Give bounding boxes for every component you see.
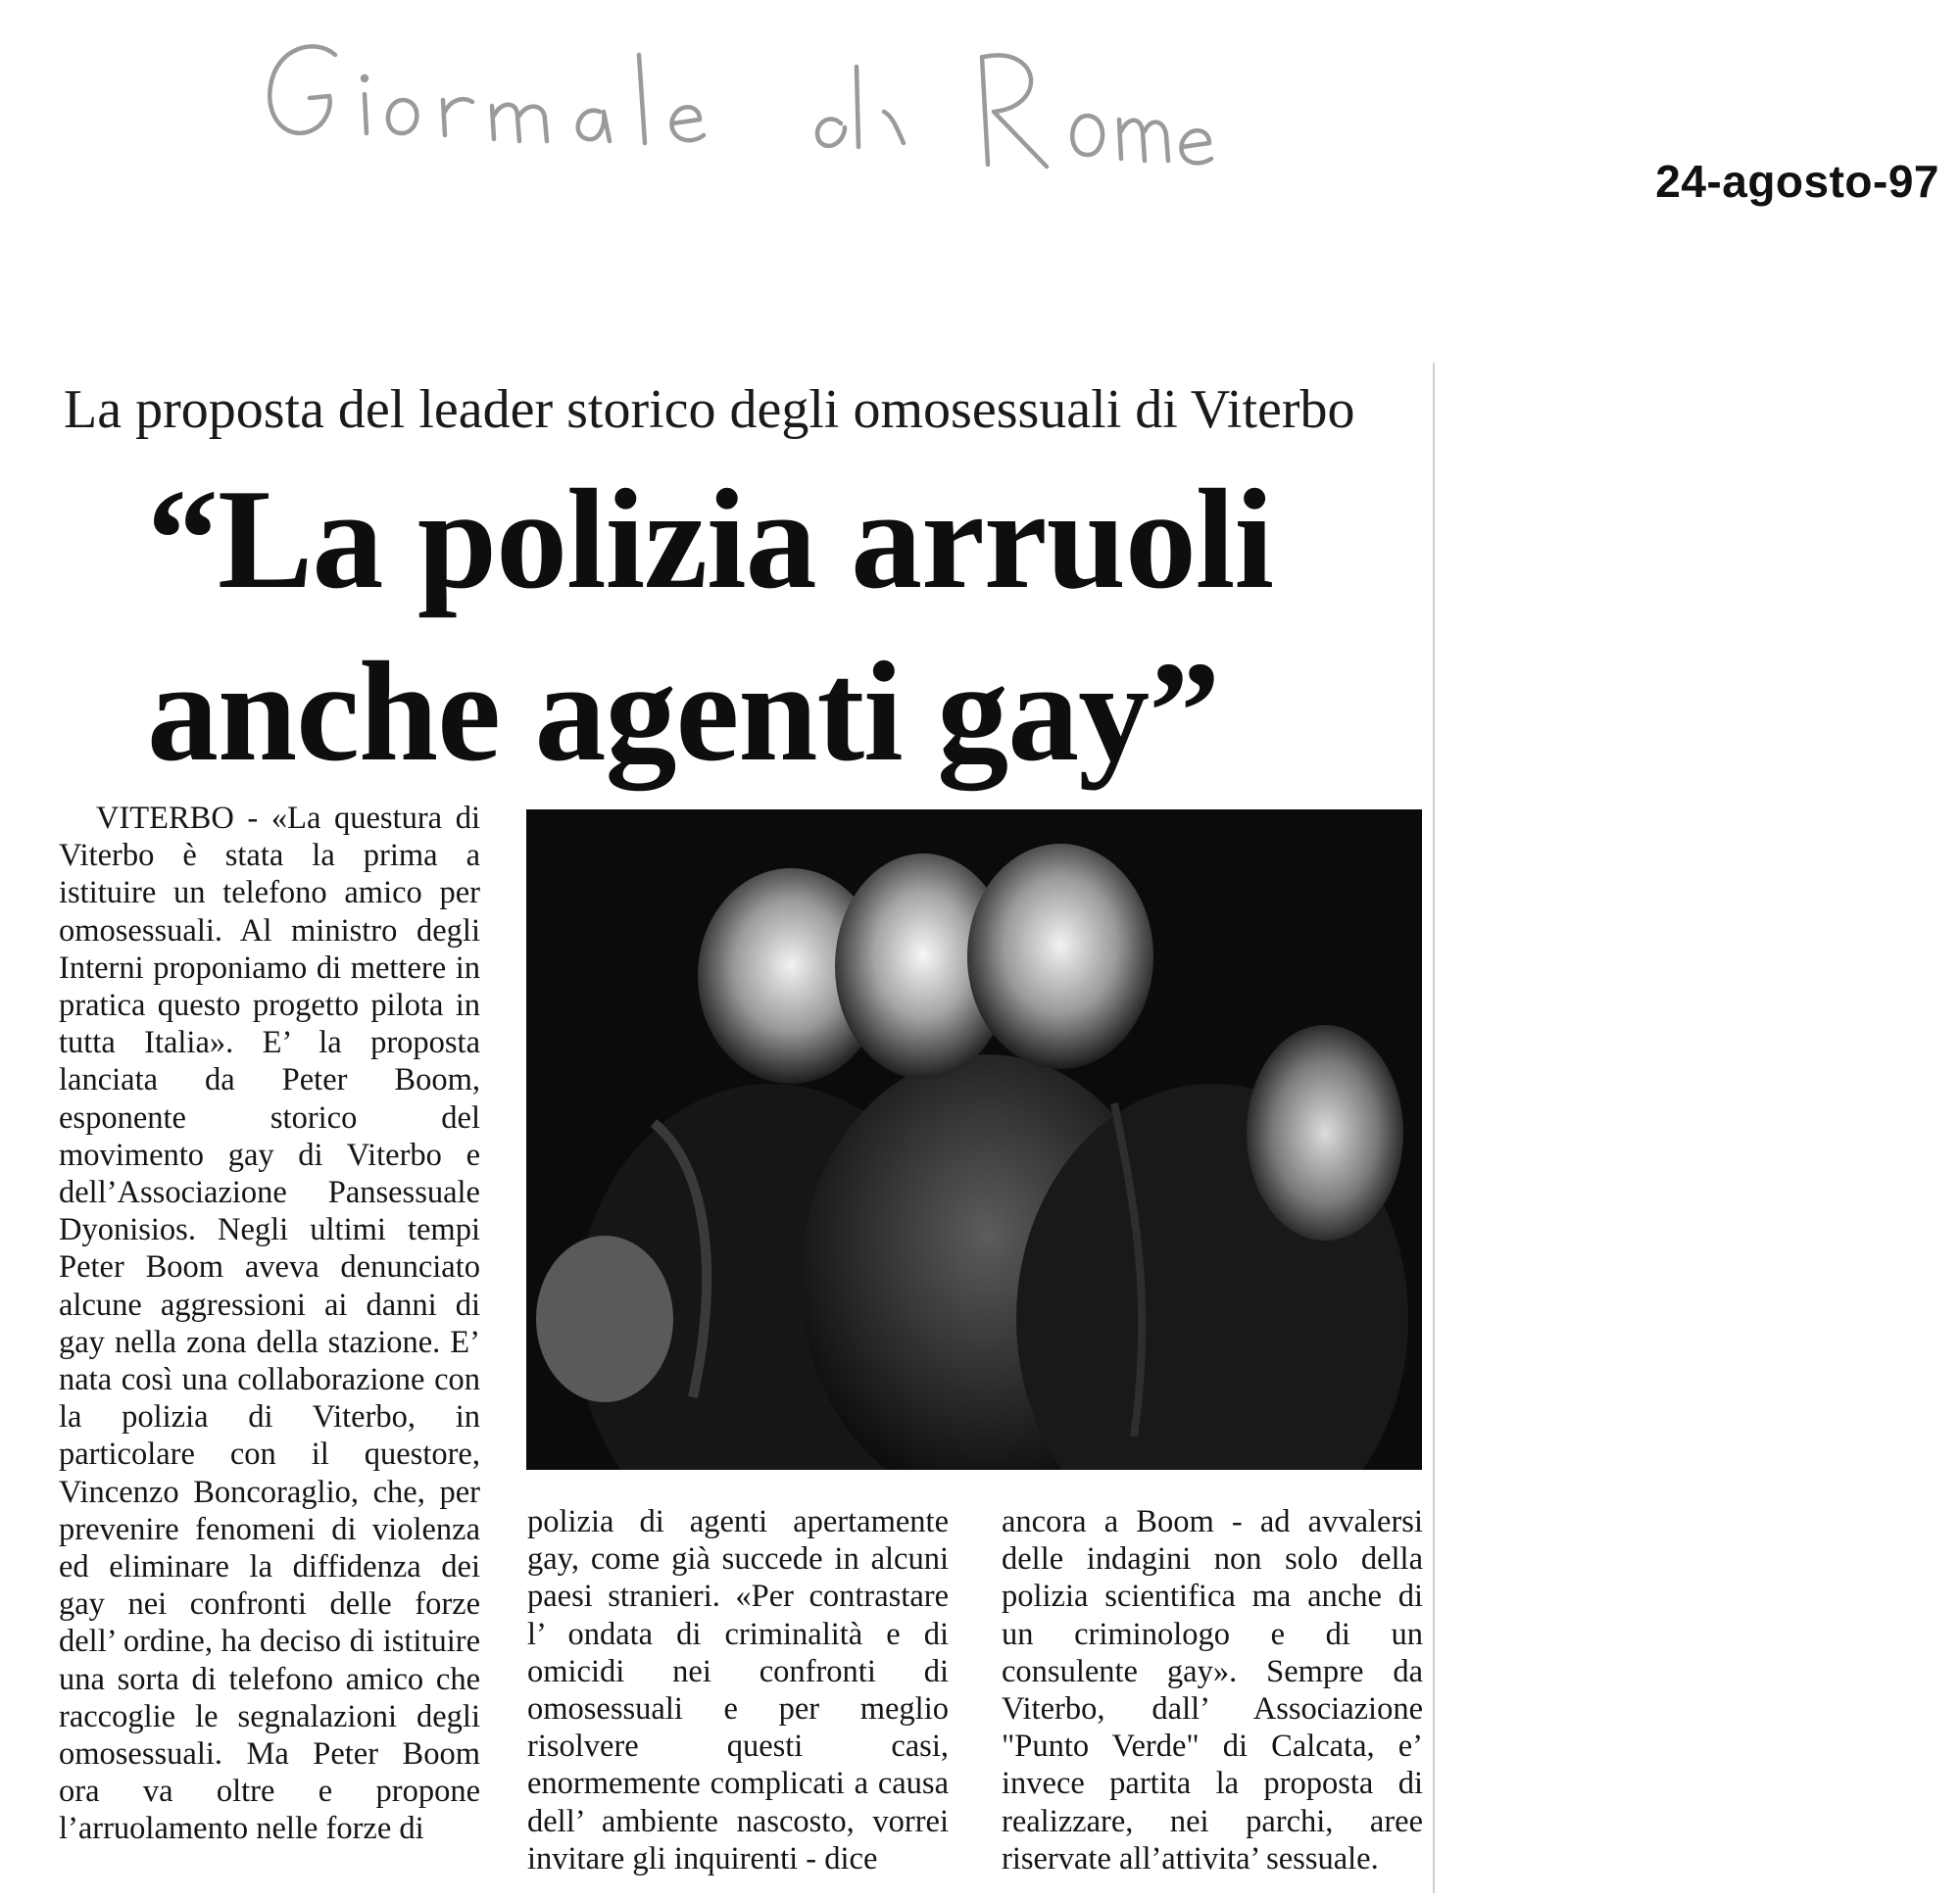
article-column-2: polizia di agenti apertamente gay, come già succede in alcuni paesi stranieri. «Per contrastare l’ ondata di criminalità e di omicidi nei confronti di omosessuali e per meglio risolvere questi casi, enormemente complicati a causa dell’ ambiente nascosto, vorrei invitare gli inquirenti - dice [527,1504,949,1877]
article-column-3: ancora a Boom - ad avvalersi delle indagini non solo della polizia scientifica ma anche di un criminologo e di un consulente gay». Sempre da Viterbo, dall’ Associazione "Punto Verde" di Calcata, e’ invece partita la proposta di realizzare, nei parchi, aree riservate all’attivita’ sessuale. [1002,1504,1423,1877]
headline-line-1: “La polizia arruoli [147,460,1273,618]
headline-line-2: anche agenti gay” [147,632,1220,791]
newspaper-clipping [49,363,1435,1893]
clipping-date: 24-agosto-97 [1655,156,1939,207]
article-kicker: La proposta del leader storico degli omosessuali di Viterbo [64,379,1355,440]
article-photo [526,809,1422,1470]
article-headline [147,453,1382,798]
article-column-1: VITERBO - «La questura di Viterbo è stata la prima a istituire un telefono amico per omosessuali. Al ministro degli Interni proponiamo di mettere in pratica questo progetto pilota in tutta Italia». E’ la proposta lanciata da Peter Boom, esponente storico del movimento gay di Viterbo e dell’Associazione Pansessuale Dyonisios. Negli ultimi tempi Peter Boom aveva denunciato alcune aggressioni ai danni di gay nella zona della stazione. E’ nata così una collaborazione con la polizia di Viterbo, in particolare con il questore, Vincenzo Boncoraglio, che, per prevenire fenomeni di violenza ed eliminare la diffidenza dei gay nei confronti delle forze dell’ ordine, ha deciso di istituire una sorta di telefono amico che raccoglie le segnalazioni degli omosessuali. Ma Peter Boom ora va oltre e propone l’arruolamento nelle forze di [59,801,480,1847]
handwritten-note [257,18,1217,184]
